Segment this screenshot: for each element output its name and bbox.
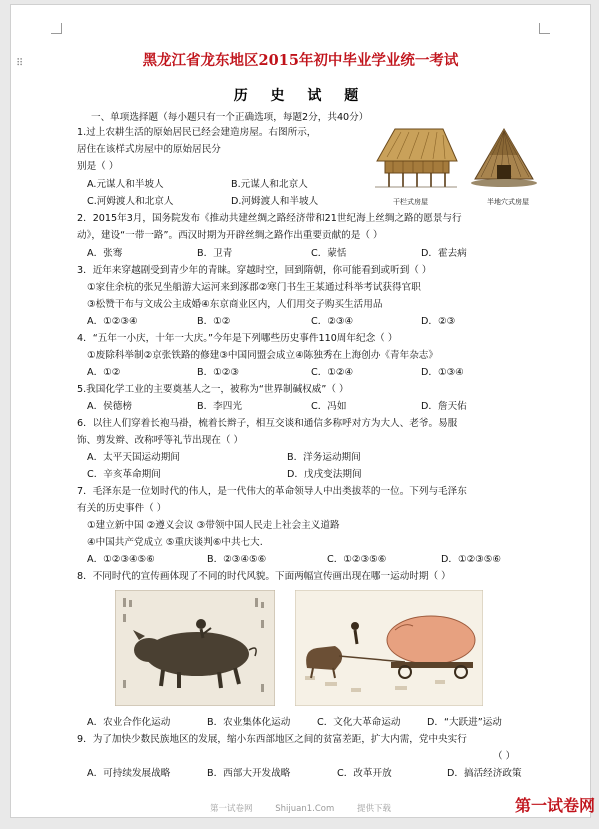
pit-house-caption: 半地穴式房屋 [487, 198, 529, 206]
q5-option-d: D．詹天佑 [421, 401, 467, 412]
propaganda-pig-painting [115, 590, 275, 706]
stilt-house-caption: 干栏式房屋 [393, 198, 428, 206]
page-footer [11, 802, 590, 814]
q3-line1: 3．近年来穿越剧受到青少年的青睐。穿越时空，回到隋朝，你可能看到或听到（ ） [77, 265, 432, 276]
q8-option-d: D．“大跃进”运动 [427, 717, 502, 728]
q6-option-a: A．太平天国运动期间 [87, 452, 180, 463]
stilt-house-illustration [373, 127, 459, 189]
exam-title: 黑龙江省龙东地区2015年初中毕业学业统一考试 [142, 52, 459, 69]
q2-option-a: A．张骞 [87, 248, 123, 259]
subject-title: 历 史 试 题 [233, 88, 368, 104]
q7-option-c: C．①②③⑤⑥ [327, 554, 387, 565]
q4-option-d: D．①③④ [421, 367, 464, 378]
q6-line2: 饰、剪发辫、改称呼等礼节出现在（ ） [77, 435, 244, 446]
q4-line1: 4．“五年一小庆，十年一大庆。”今年是下列哪些历史事件110周年纪念（ ） [77, 333, 398, 344]
document-page [10, 4, 591, 818]
q9-option-d: D．搞活经济政策 [447, 768, 522, 779]
q9-option-a: A．可持续发展战略 [87, 768, 171, 779]
q3-line2: ①家住余杭的张兄坐船游大运河来到涿郡②寒门书生王某通过科举考试获得官职 [87, 282, 421, 293]
q2-option-b: B．卫青 [197, 248, 233, 259]
margin-corner-mark [539, 23, 550, 34]
q2-line1: 2．2015年3月，国务院发布《推动共建丝绸之路经济带和21世纪海上丝绸之路的愿景与行 [77, 213, 462, 224]
q7-line2: 有关的历史事件（ ） [77, 503, 167, 514]
q3-option-c: C．②③④ [311, 316, 354, 327]
q5-option-a: A．侯德榜 [87, 401, 132, 412]
q6-option-c: C．辛亥革命期间 [87, 469, 161, 480]
pit-house-illustration [469, 127, 539, 189]
q7-line4: ④中国共产党成立 ⑤重庆谈判⑥中共七大. [87, 537, 263, 548]
q1-line1: 1.过上农耕生活的原始居民已经会建造房屋。右图所示， [77, 127, 317, 138]
q6-line1: 6．以往人们穿着长袍马褂，梳着长辫子，相互交谈和通信多称呼对方为大人、老爷。易服 [77, 418, 458, 429]
propaganda-ox-cart-painting [295, 590, 483, 706]
q4-option-a: A．①② [87, 367, 121, 378]
q3-option-b: B．①② [197, 316, 231, 327]
q2-option-c: C．蒙恬 [311, 248, 347, 259]
q7-line3: ①建立新中国 ②遵义会议 ③带领中国人民走上社会主义道路 [87, 520, 340, 531]
q8-option-c: C．文化大革命运动 [317, 717, 401, 728]
footer-site-url[interactable]: Shijuan1.Com [275, 804, 335, 814]
margin-corner-mark [51, 23, 62, 34]
q3-option-d: D．②③ [421, 316, 456, 327]
footer-site-name: 第一试卷网 [210, 804, 253, 814]
q1-option-b: B.元谋人和北京人 [231, 179, 308, 190]
q1-line2: 居住在该样式房屋中的原始居民分 [77, 144, 221, 155]
q1-option-a: A.元谋人和半坡人 [87, 179, 164, 190]
q5-line1: 5.我国化学工业的主要奠基人之一，被称为“世界制碱权威”（ ） [77, 384, 349, 395]
q7-option-a: A．①②③④⑤⑥ [87, 554, 155, 565]
q9-option-b: B．西部大开发战略 [207, 768, 291, 779]
q6-option-b: B．洋务运动期间 [287, 452, 361, 463]
q5-option-c: C．冯如 [311, 401, 347, 412]
q2-line2: 动》，建设“一带一路”。西汉时期为开辟丝绸之路作出重要贡献的是（ ） [77, 230, 383, 241]
q6-option-d: D．戊戌变法期间 [287, 469, 362, 480]
q2-option-d: D．霍去病 [421, 248, 467, 259]
q5-option-b: B．李四光 [197, 401, 242, 412]
watermark-brand: 第一试卷网 [514, 796, 595, 815]
section-heading: 一、单项选择题（每小题只有一个正确选项，每题2分，共40分） [91, 112, 369, 123]
q9-option-c: C．改革开放 [337, 768, 392, 779]
q8-line1: 8．不同时代的宣传画体现了不同的时代风貌。下面两幅宣传画出现在哪一运动时期（ ） [77, 571, 451, 582]
q1-option-d: D.河姆渡人和半坡人 [231, 196, 319, 207]
q7-line1: 7．毛泽东是一位划时代的伟人，是一代伟大的革命领导人中出类拔萃的一位。下列与毛泽东 [77, 486, 467, 497]
q7-option-b: B．②③④⑤⑥ [207, 554, 267, 565]
q9-line2: （ ） [493, 751, 516, 762]
q9-line1: 9．为了加快少数民族地区的发展，缩小东西部地区之间的贫富差距，扩大内需，党中央实行 [77, 734, 467, 745]
q4-line2: ①废除科举制②京张铁路的修建③中国同盟会成立④陈独秀在上海创办《青年杂志》 [87, 350, 438, 361]
q4-option-b: B．①②③ [197, 367, 239, 378]
drag-handle-icon[interactable]: ⠿ [16, 58, 25, 69]
q4-option-c: C．①②④ [311, 367, 354, 378]
q7-option-d: D．①②③⑤⑥ [441, 554, 501, 565]
footer-download-note: 提供下载 [356, 804, 391, 814]
q8-option-b: B．农业集体化运动 [207, 717, 291, 728]
q1-option-c: C.河姆渡人和北京人 [87, 196, 174, 207]
q8-option-a: A．农业合作化运动 [87, 717, 171, 728]
q3-line3: ③松赞干布与文成公主成婚④东京商业区内，人们用交子购买生活用品 [87, 299, 383, 310]
q3-option-a: A．①②③④ [87, 316, 138, 327]
q1-line3: 别是（ ） [77, 161, 119, 172]
